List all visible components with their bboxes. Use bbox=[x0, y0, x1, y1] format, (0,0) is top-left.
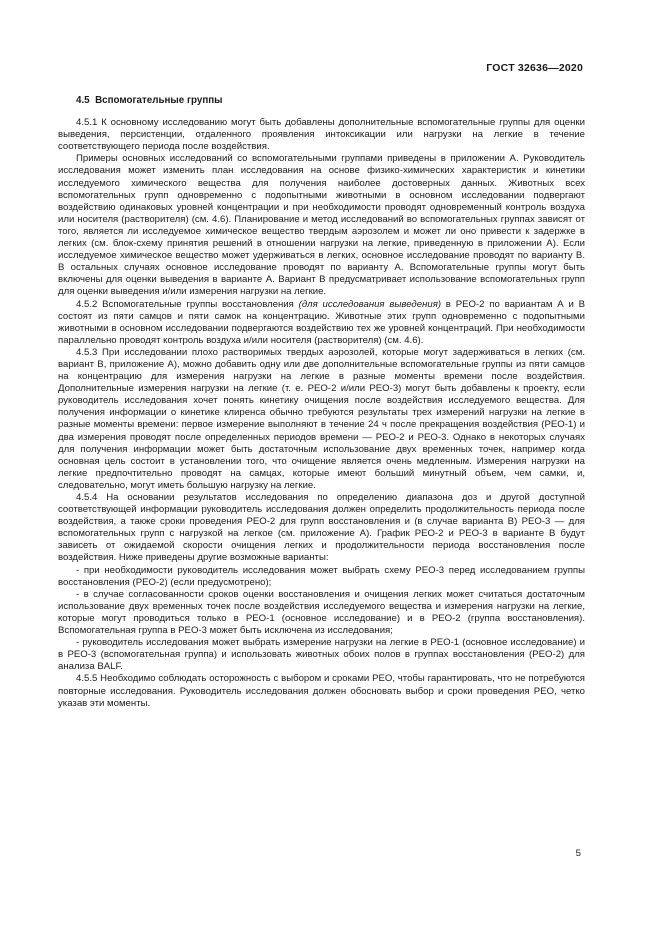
paragraph-text: Необходимо соблюдать осторожность с выбором и сроками РЕО, чтобы гарантировать, что не потребуются повторные исследования. Руководитель исследования должен обосновать выбор и сроки проведения РЕО, четко указав эти моменты. bbox=[58, 673, 586, 709]
document-code: ГОСТ 32636—2020 bbox=[486, 62, 583, 74]
clause-number: 4.5.3 bbox=[76, 346, 98, 358]
clause-number: 4.5.2 bbox=[76, 298, 98, 310]
paragraph-text-italic: (для исследования выведения) bbox=[298, 298, 442, 310]
section-title: Вспомогательные группы bbox=[95, 95, 223, 106]
paragraph-text: К основному исследованию могут быть добавлены дополнительные вспомогательные группы для оценки выведения, персистенции, отдаленного проявления интоксикации или нагрузки на легкие в течение соответствующего периода после воздействия. bbox=[58, 117, 585, 153]
list-item-text: - при необходимости руководитель исследования может выбрать схему РЕО-3 перед исследованием группы восстановления (РЕО-2) (если предусмотрено); bbox=[58, 564, 585, 588]
list-item-option-2 bbox=[58, 589, 585, 637]
list-item-option-3 bbox=[58, 637, 585, 673]
clause-number: 4.5.4 bbox=[76, 492, 98, 503]
paragraph-text: в РЕО-2 по вариантам А и В состоят из пяти самцов и пяти самок на концентрацию. Животные этих групп одновременно с подопытными животными в основном исследовании подвергаются воздействию тех же уровней концентраций. При необходимости параллельно проводят контроль воздуха и/или носителя (растворителя) (см. 4.6). bbox=[58, 298, 585, 346]
paragraph-4-5-1 bbox=[58, 117, 585, 153]
section-heading bbox=[76, 95, 585, 107]
paragraph-text-lead: Вспомогательные группы восстановления bbox=[102, 298, 299, 310]
list-item-option-1 bbox=[58, 565, 585, 589]
paragraph-text: Примеры основных исследований со вспомогательными группами приведены в приложении А. Руководитель исследования может изменить план исследования на основе физико-химических характеристик и кинетики исследуемого химического вещества для получения наиболее достоверных данных. Животных всех вспомогательных групп одновременно с подопытными животными в основном исследовании подвергают воздействию одинаковых уровней концентрации и при необходимости проводят одновременный контроль воздуха или носителя (растворителя) (см. 4.6). Планирование и метод исследований во вспомогательных группах зависят от того, является ли исследуемое химическое вещество твердым аэрозолем и может ли оно привести к задержке в легких (см. блок-схему принятия решений в отношении нагрузки на легкие, приведенную в приложении А). Если исследуемое химическое вещество может удерживаться в легких, основное исследование проводят по варианту В. В остальных случаях основное исследование проводят по варианту А. Вспомогательные группы могут быть включены для оценки выведения в варианте А. Вариант В предусматривает использование вспомогательных групп для оценки выведения и/или измерения нагрузки на легкие. bbox=[58, 153, 585, 298]
clause-number: 4.5.1 bbox=[76, 117, 98, 129]
paragraph-4-5-2 bbox=[58, 299, 585, 347]
paragraph-4-5-4 bbox=[58, 492, 585, 565]
paragraph-4-5-3 bbox=[58, 347, 585, 492]
page-number: 5 bbox=[575, 848, 581, 859]
document-body bbox=[58, 95, 585, 710]
clause-number: 4.5.5 bbox=[76, 673, 98, 685]
paragraph-text: На основании результатов исследования по определению диапазона доз и другой доступной соответствующей информации руководитель исследования должен определить продолжительность периода после воздействия, а также сроки проведения РЕО-2 для групп восстановления и (в случае варианта В) РЕО-3 — для вспомогательных групп с нагрузкой на легкое (см. приложение А). График РЕО-2 и РЕО-3 в варианте В будут зависеть от ожидаемой скорости очищения легких и продолжительности периода восстановления после воздействия. Ниже приведены другие возможные варианты: bbox=[58, 492, 585, 564]
list-item-text: - в случае согласованности сроков оценки восстановления и очищения легких может считаться достаточным использование двух временных точек после воздействия исследуемого вещества и измерения нагрузки на легкие, которые могут проводиться только в РЕО-1 (основное исследование) и в РЕО-2 (группа восстановления). Вспомогательная группа в РЕО-3 может быть исключена из исследования; bbox=[58, 588, 585, 637]
paragraph-text: При исследовании плохо растворимых твердых аэрозолей, которые могут задерживаться в легких (см. вариант В, приложение А), можно добавить одну или две дополнительные вспомогательные группы из пяти самцов на концентрацию для измерения нагрузки на легкие в разные моменты времени после воздействия. Дополнительные измерения нагрузки на легкие (т. е. РЕО-2 и/или РЕО-3) могут быть добавлены к проекту, если руководитель исследования хочет понять кинетику очищения после воздействия исследуемого вещества. Для получения информации о кинетике клиренса обычно требуются результаты трех измерений нагрузки на легкие в разные моменты времени: первое измерение выполняют в течение 24 ч после прекращения воздействия (РЕО-1) и два измерения проводят после определенных периодов времени — РЕО-2 и РЕО-3. Однако в некоторых случаях для получения информации может быть достаточным использование двух временных точек, например когда основная цель состоит в установлении того, что очищение является очень медленным. Измерения нагрузки на легкие предпочтительно проводят на самцах, которые имеют больший минутный объем, чем самки, и, следовательно, могут иметь большую нагрузку на легкие. bbox=[58, 346, 585, 491]
section-number: 4.5 bbox=[76, 95, 90, 106]
paragraph-4-5-5 bbox=[58, 673, 585, 709]
list-item-text: - руководитель исследования может выбрать измерение нагрузки на легкие в РЕО-1 (основное исследование) и в РЕО-3 (вспомогательная группа) и использовать животных обоих полов в группах восстановления (РЕО-2) для анализа BALF. bbox=[58, 637, 585, 673]
paragraph-examples bbox=[58, 153, 585, 298]
